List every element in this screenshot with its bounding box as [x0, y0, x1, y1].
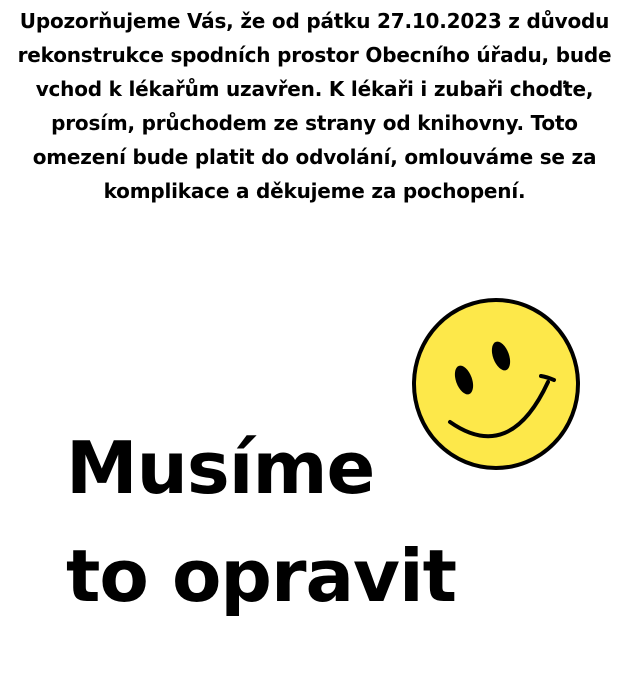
notice-line-1: Upozorňujeme Vás, že od pátku 27.10.2023 z důvodu	[19, 9, 610, 33]
notice-line-2: rekonstrukce spodních prostor Obecního úřadu, bude	[17, 43, 612, 67]
notice-line-3: vchod k lékařům uzavřen. K lékaři i zubaři choďte,	[35, 77, 594, 101]
notice-line-6: komplikace a děkujeme za pochopení.	[103, 179, 526, 203]
notice-line-5: omezení bude platit do odvolání, omlouváme se za	[32, 145, 597, 169]
smiley-face-circle	[414, 300, 578, 468]
notice-text	[4, 4, 625, 208]
headline-line-2: to opravit	[66, 534, 457, 618]
headline-line-1: Musíme	[66, 426, 375, 510]
notice-line-4: prosím, průchodem ze strany od knihovny. Toto	[51, 111, 578, 135]
smiley-face-icon	[410, 296, 582, 472]
